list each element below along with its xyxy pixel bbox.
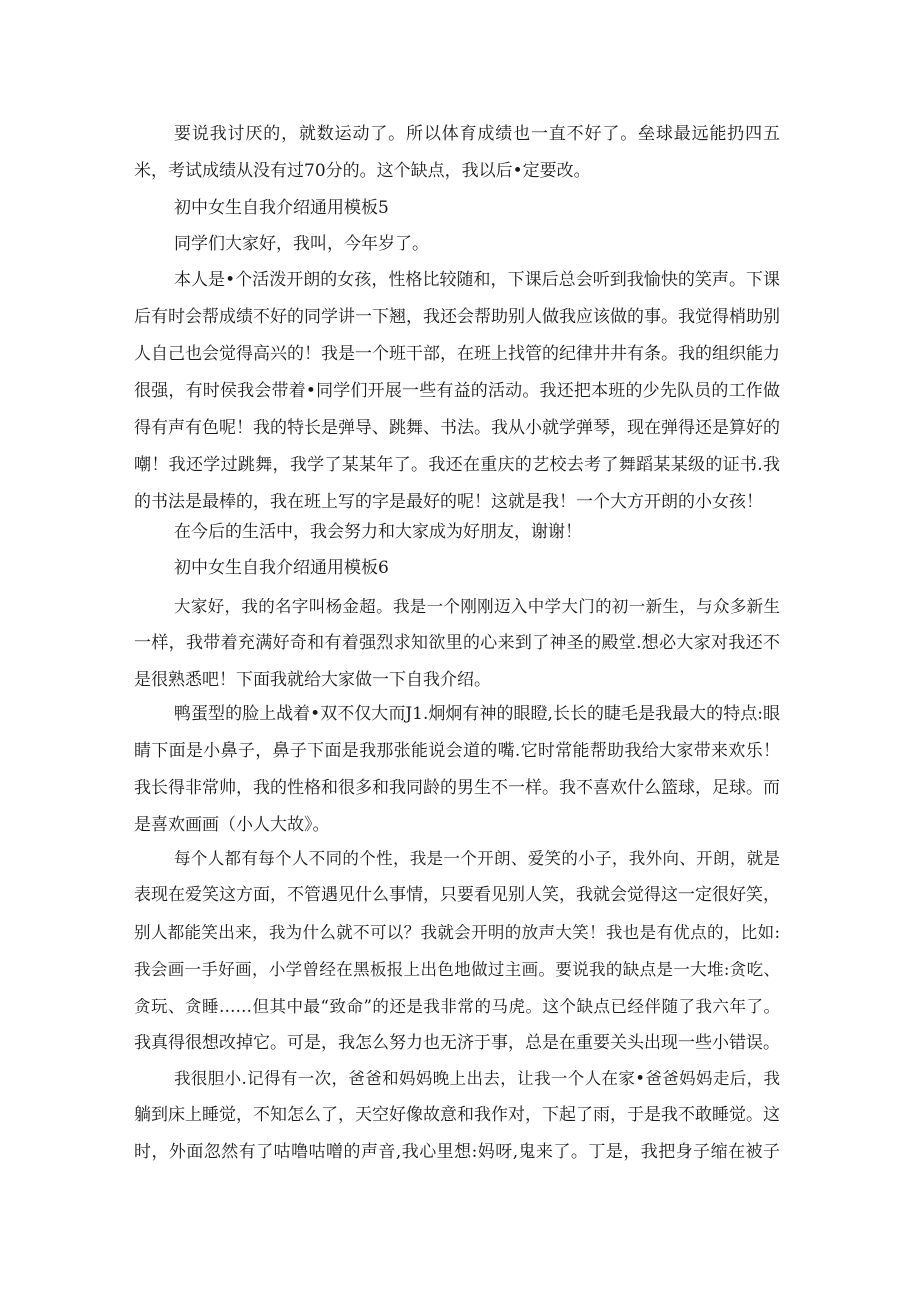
text-line: 同学们大家好，我叫，今年岁了。 (174, 234, 429, 254)
text-line: 是很熟悉吧！下面我就给大家做一下自我介绍。 (134, 670, 491, 690)
section-heading: 初中女生自我介绍通用模板6 (174, 558, 389, 578)
text-line: 大家好，我的名字叫杨金超。我是一个刚刚迈入中学大门的初一新生，与众多新生 (174, 597, 780, 616)
text-line: 本人是•个活泼开朗的女孩，性格比较随和，下课后总会听到我愉快的笑声。下课 (174, 270, 780, 290)
text-line: 我很胆小.记得有一次，爸爸和妈妈晚上出去，让我一个人在家•爸爸妈妈走后，我 (174, 1069, 780, 1088)
text-line: 得有声有色呢！我的特长是弹导、跳舞、书法。我从小就学弹琴，现在弹得还是算好的 (134, 418, 780, 438)
text-line: 我真得很想改掉它。可是，我怎么努力也无济于事，总是在重要关头出现一些小错误。 (134, 1033, 780, 1053)
text-line: 的书法是最棒的，我在班上写的字是最好的呢！这就是我！一个大方开朗的小女孩！ (134, 492, 763, 512)
paragraph (134, 1060, 780, 1171)
paragraph (134, 696, 780, 844)
paragraph (134, 588, 780, 699)
text-line: 别人都能笑出来，我为什么就不可以？我就会开明的放声大笑！我也是有优点的，比如: (134, 923, 780, 942)
section-heading: 初中女生自我介绍通用模板5 (174, 198, 389, 218)
text-line: 嘲！我还学过跳舞，我学了某某年了。我还在重庆的艺校去考了舞蹈某某级的证书.我 (134, 455, 780, 475)
paragraph (134, 840, 780, 1062)
text-line: 贪玩、贪睡……但其中最“致命”的还是我非常的马虎。这个缺点已经伴随了我六年了。 (134, 997, 780, 1016)
text-line: 躺到床上睡觉，不知怎么了，天空好像故意和我作对，下起了雨，于是我不敢睡觉。这 (134, 1105, 780, 1125)
text-line: 我长得非常帅，我的性格和很多和我同龄的男生不一样。我不喜欢什么篮球，足球。而 (134, 778, 780, 798)
text-line: 在今后的生活中，我会努力和大家成为好朋友，谢谢！ (174, 522, 582, 542)
text-line: 鸭蛋型的脸上战着•双不仅大而J1.炯炯有神的眼瞪,长长的睫毛是我最大的特点:眼 (174, 704, 780, 724)
text-line: 表现在爱笑这方面，不管遇见什么事情，只要看见别人笑，我就会觉得这一定很好笑， (134, 885, 780, 905)
text-line: 米，考试成绩从没有过70分的。这个缺点，我以后•定要改。 (134, 161, 591, 181)
text-line: 每个人都有每个人不同的个性，我是一个开朗、爱笑的小子，我外向、开朗，就是 (174, 849, 780, 868)
paragraph (134, 262, 780, 521)
text-line: 睛下面是小鼻子，鼻子下面是我那张能说会道的嘴.它时常能帮助我给大家带来欢乐！ (134, 741, 780, 761)
paragraph (134, 514, 780, 551)
text-line: 一样，我带着充满好奇和有着强烈求知欲里的心来到了神圣的殿堂.想必大家对我还不 (134, 633, 780, 653)
text-line: 很强，有时侯我会带着•同学们开展一些有益的活动。我还把本班的少先队员的工作做 (134, 381, 780, 401)
text-line: 要说我讨厌的，就数运动了。所以体育成绩也一直不好了。垒球最远能扔四五 (174, 124, 780, 144)
paragraph (134, 226, 780, 263)
text-line: 后有时会帮成绩不好的同学讲一下翘，我还会帮助别人做我应该做的事。我觉得梢助别 (134, 307, 780, 327)
text-line: 人自己也会觉得高兴的！我是一个班干部，在班上找管的纪律井井有条。我的组织能力 (134, 344, 780, 364)
text-line: 是喜欢画画（小人大故》。 (134, 815, 330, 835)
paragraph (134, 116, 780, 190)
text-line: 时，外面忽然有了咕噜咕噌的声音,我心里想:妈呀,鬼来了。丁是，我把身子缩在被子 (134, 1142, 780, 1162)
text-line: 我会画一手好画，小学曾经在黑板报上出色地做过主画。要说我的缺点是一大堆:贪吃、 (134, 960, 780, 979)
